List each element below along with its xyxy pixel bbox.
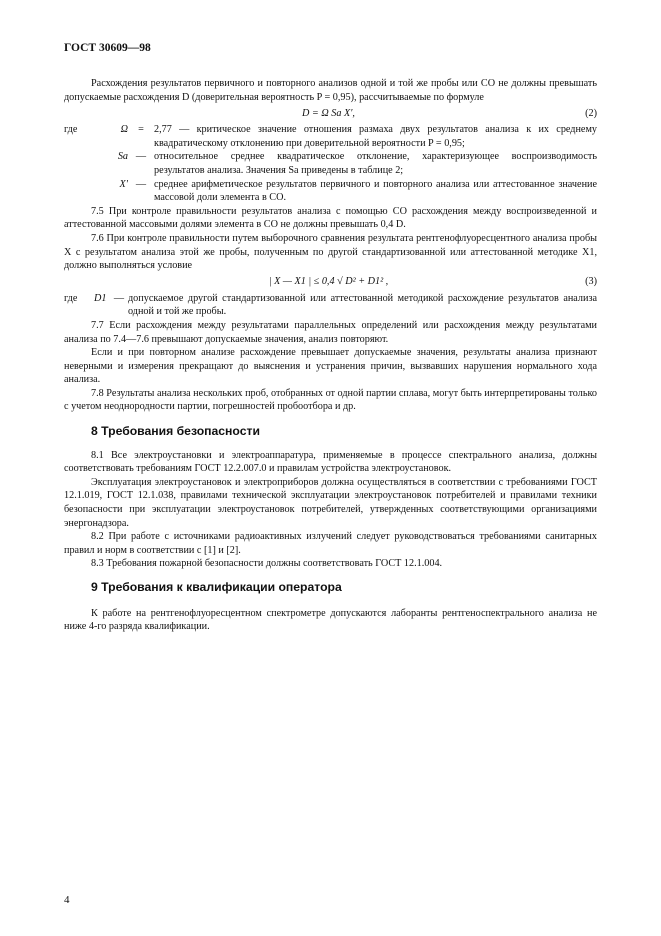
formula-3-number: (3) — [585, 276, 597, 288]
paragraph-intro: Расхождения результатов первичного и повторного анализов одной и той же пробы или СО не должны превышать допускаемые расхождения D (доверительная вероятность P = 0,95), рассчитываемые по формуле — [64, 78, 597, 103]
definitions-list — [64, 123, 597, 205]
definition-text: среднее арифметическое результатов первичного и повторного анализа или аттестованное значение массовой доли элемента в СО. — [154, 178, 597, 204]
definition-d1 — [64, 292, 597, 319]
paragraph-8-2: 8.2 При работе с источниками радиоактивных излучений следует руководствоваться требованиями санитарных правил и норм в соответствии с [1] и [2]. — [64, 531, 597, 556]
definition-dash: — — [113, 292, 125, 304]
paragraph-7-6: 7.6 При контроле правильности путем выборочного сравнения результата рентгенофлуоресцентного анализа пробы X с результатом анализа этой же пробы, полученным по другой стандартизованной или аттестованной методике X1, должно выполняться условие — [64, 232, 597, 272]
definition-row — [64, 123, 597, 150]
formula-3-expression: | X — X1 | ≤ 0,4 √ D² + D1² , — [268, 276, 389, 288]
paragraph-7-5: 7.5 При контроле правильности результатов анализа с помощью СО расхождения между воспроизведенной и аттестованной массовыми долями элемента в СО не должны превышать 0,4 D. — [64, 205, 597, 231]
section-8-heading: 8 Требования безопасности — [91, 424, 260, 439]
definition-symbol: Sa — [117, 151, 128, 163]
page-content — [64, 77, 597, 634]
where-label: где — [64, 124, 78, 136]
formula-2-expression: D = Ω Sa X′, — [302, 107, 355, 119]
formula-2-number: (2) — [585, 107, 597, 119]
paragraph-8-1b: Эксплуатация электроустановок и электроприборов должна осуществляться в соответствии с требованиями ГОСТ 12.1.019, ГОСТ 12.1.038, правилами технической эксплуатации электроустановок потребителей и правилами техники безопасности при эксплуатации электроустановок потребителей, утвержденных соответствующими организациями энергонадзора. — [64, 476, 597, 529]
definition-dash: — — [135, 178, 147, 190]
definition-symbol: D1 — [94, 292, 107, 304]
paragraph-8-1: 8.1 Все электроустановки и электроаппаратура, применяемые в процессе спектрального анализа, должны соответствовать требованиям ГОСТ 12.2.007.0 и правилам устройства электроустановок. — [64, 449, 597, 475]
page-number: 4 — [64, 894, 70, 906]
definition-row — [64, 150, 597, 177]
page-header: ГОСТ 30609—98 — [64, 42, 151, 54]
formula-2 — [64, 104, 597, 123]
paragraph-9: К работе на рентгенофлуоресцентном спектрометре допускаются лаборанты рентгеноспектрального анализа не ниже 4-го разряда квалификации. — [64, 607, 597, 633]
section-9-heading: 9 Требования к квалификации оператора — [91, 580, 342, 594]
definition-text: допускаемое другой стандартизованной или аттестованной методикой расхождение результатов анализа одной и той же пробы. — [128, 292, 597, 318]
definition-text: относительное среднее квадратическое отклонение, характеризующее воспроизводимость результатов анализа. Значения Sa приведены в таблице 2; — [154, 151, 597, 176]
definition-row — [64, 178, 597, 205]
where-label: где — [64, 292, 78, 304]
definition-dash: — — [135, 151, 147, 163]
paragraph-7-7b: Если и при повторном анализе расхождение превышает допускаемые значения, результаты анализа признают неверными и измерения прекращают до выяснения и устранения причин, вызвавших нарушения нормального хода анализа. — [64, 347, 597, 386]
formula-3 — [64, 273, 597, 292]
definition-symbol: Ω — [120, 124, 128, 136]
paragraph-8-3: 8.3 Требования пожарной безопасности должны соответствовать ГОСТ 12.1.004. — [91, 558, 443, 570]
definition-symbol: X′ — [119, 178, 128, 190]
paragraph-7-8: 7.8 Результаты анализа нескольких проб, отобранных от одной партии сплава, могут быть интерпретированы только с учетом неоднородности партии, погрешностей пробоотбора и др. — [64, 387, 597, 413]
definition-dash: = — [138, 124, 144, 136]
paragraph-7-7: 7.7 Если расхождения между результатами параллельных определений или расхождения между результатами анализа по 7.4—7.6 превышают допускаемые значения, анализ повторяют. — [64, 319, 597, 345]
definition-text: 2,77 — критическое значение отношения размаха двух результатов анализа к их среднему квадратическому отклонению при доверительной вероятности P = 0,95; — [154, 124, 597, 149]
